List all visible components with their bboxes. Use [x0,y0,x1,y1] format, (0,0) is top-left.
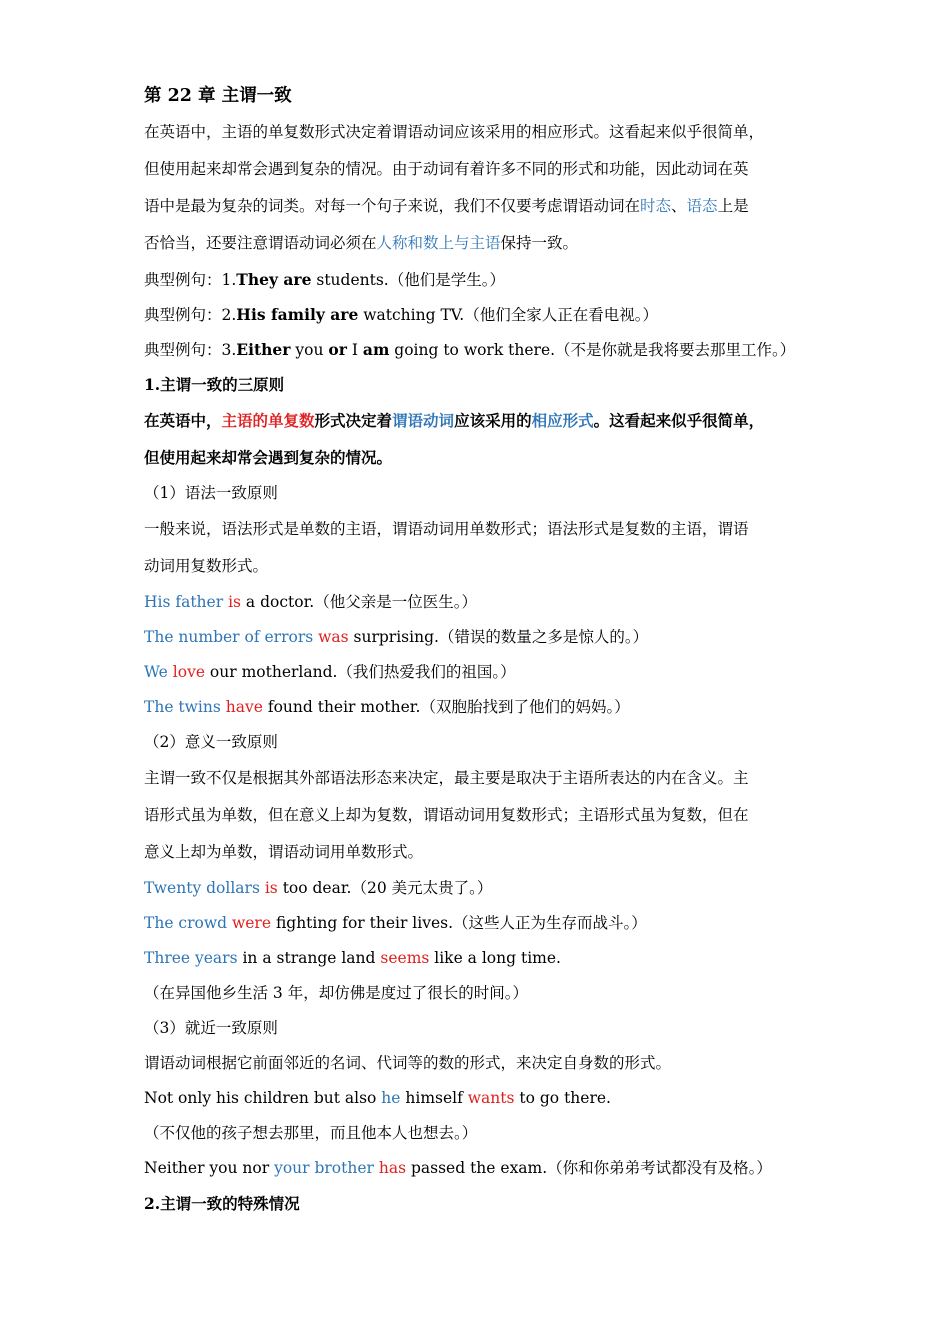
subject-text: The twins [144,698,221,716]
example-text: Not only his children but also [144,1089,382,1107]
example-rest: like a long time. [429,949,561,967]
example-rest: too dear.（20 美元太贵了。） [277,879,493,897]
subject-text: Three years [144,949,238,967]
highlight-tense: 时态 [640,197,672,215]
example-text: in a strange land [237,949,381,967]
example-sentence-1 [144,262,824,297]
highlight-voice: 语态 [686,197,718,215]
example-prefix: 典型例句：2. [144,306,237,324]
intro-text: 语中是最为复杂的词类。对每一个句子来说，我们不仅要考虑谓语动词在 [144,197,641,215]
bold-text: 。这看起来似乎很简单， [593,411,765,430]
section1-bold-line-2: 但使用起来却常会遇到复杂的情况。 [144,448,393,467]
verb-text: love [172,663,205,681]
example-text: Neither you nor [144,1159,275,1177]
intro-line-4 [144,225,824,262]
section1-bold-line-1 [144,402,824,439]
intro-line-3 [144,188,824,225]
intro-text: 、 [671,197,687,215]
verb-text: has [378,1159,407,1177]
rule1-example-2 [144,620,824,655]
example-prefix: 典型例句：1. [144,271,237,289]
bold-text: 形式决定着 [314,411,393,430]
example-bold: They are [236,270,312,289]
section-heading-1: 1.主谓一致的三原则 [144,375,285,394]
intro-text: 上是 [717,197,749,215]
example-rest: fighting for their lives.（这些人正为生存而战斗。） [271,914,647,932]
intro-line-2: 但使用起来却常会遇到复杂的情况。由于动词有着许多不同的形式和功能，因此动词在英 [144,160,749,178]
bold-text: 在英语中， [144,411,222,430]
rule1-example-1 [144,585,824,620]
subject-text: Twenty dollars [144,879,260,897]
example-prefix: 典型例句：3. [144,341,237,359]
rule3-heading: （3）就近一致原则 [144,1019,278,1037]
bold-text: 应该采用的 [454,411,532,430]
rule2-line-1: 主谓一致不仅是根据其外部语法形态来决定，最主要是取决于主语所表达的内在含义。主 [144,769,749,787]
example-rest: passed the exam.（你和你弟弟考试都没有及格。） [406,1159,772,1177]
highlight-predicate-verb: 谓语动词 [392,411,455,430]
example-text: I [346,341,363,359]
rule2-example-1 [144,871,824,906]
verb-text: have [225,698,263,716]
example-rest: students.（他们是学生。） [311,271,505,289]
document-page [144,78,824,1221]
intro-text: 否恰当，还要注意谓语动词必须在 [144,234,377,252]
example-text: himself [400,1089,468,1107]
rule1-line-1: 一般来说，语法形式是单数的主语，谓语动词用单数形式；语法形式是复数的主语，谓语 [144,520,749,538]
rule2-line-3: 意义上却为单数，谓语动词用单数形式。 [144,843,424,861]
rule2-line-2: 语形式虽为单数，但在意义上却为复数，谓语动词用复数形式；主语形式虽为复数，但在 [144,806,749,824]
example-rest: watching TV.（他们全家人正在看电视。） [358,306,658,324]
rule1-heading: （1）语法一致原则 [144,484,278,502]
example-bold: Either [236,340,291,359]
highlight-person-number: 人称和数上与主语 [376,234,501,252]
rule2-example-3-translation: （在异国他乡生活 3 年，却仿佛是度过了很长的时间。） [144,984,528,1002]
rule1-example-4 [144,690,824,725]
subject-text: he [381,1089,401,1107]
example-sentence-2 [144,297,824,332]
intro-text: 保持一致。 [500,234,579,252]
example-rest: a doctor.（他父亲是一位医生。） [241,593,477,611]
subject-text: His father [144,593,224,611]
example-rest: to go there. [514,1089,611,1107]
example-rest: surprising.（错误的数量之多是惊人的。） [348,628,649,646]
rule1-example-3 [144,655,824,690]
rule3-example-2 [144,1151,824,1186]
subject-text: We [144,663,168,681]
rule2-heading: （2）意义一致原则 [144,733,278,751]
rule3-example-1 [144,1081,824,1116]
verb-text: was [318,628,349,646]
intro-line-1: 在英语中，主语的单复数形式决定着谓语动词应该采用的相应形式。这看起来似乎很简单， [144,123,765,141]
verb-text: is [264,879,278,897]
rule2-example-2 [144,906,824,941]
subject-text: The crowd [144,914,228,932]
section-heading-2: 2.主谓一致的特殊情况 [144,1194,300,1213]
verb-text: is [228,593,241,611]
highlight-form: 相应形式 [531,411,594,430]
chapter-title: 第 22 章 主谓一致 [144,86,292,106]
subject-text: The number of errors [144,628,314,646]
example-text: you [290,341,329,359]
rule1-line-2: 动词用复数形式。 [144,557,269,575]
example-bold: am [362,340,390,359]
rule3-line-1: 谓语动词根据它前面邻近的名词、代词等的数的形式，来决定自身数的形式。 [144,1054,672,1072]
verb-text: were [231,914,272,932]
example-rest: going to work there.（不是你就是我将要去那里工作。） [389,341,796,359]
example-bold: His family are [236,305,359,324]
example-rest: found their mother.（双胞胎找到了他们的妈妈。） [262,698,630,716]
verb-text: wants [467,1089,515,1107]
example-sentence-3 [144,332,824,367]
highlight-subject-number: 主语的单复数 [221,411,315,430]
verb-text: seems [380,949,430,967]
example-bold: or [328,340,347,359]
rule3-example-1-translation: （不仅他的孩子想去那里，而且他本人也想去。） [144,1124,478,1142]
subject-text: your brother [274,1159,374,1177]
rule2-example-3 [144,941,824,976]
example-rest: our motherland.（我们热爱我们的祖国。） [205,663,516,681]
